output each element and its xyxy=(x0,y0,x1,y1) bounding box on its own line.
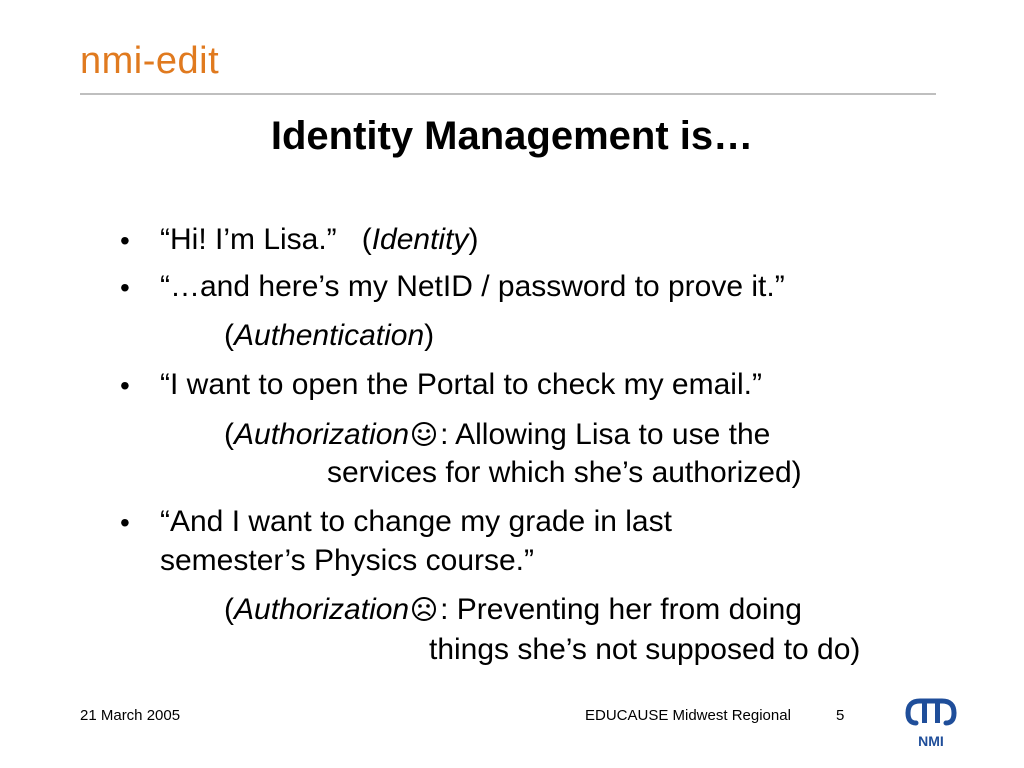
svg-text:NMI: NMI xyxy=(918,733,944,749)
annotation-authorization-deny: (Authorization : Preventing her from doing xyxy=(224,592,802,631)
annotation-authorization-allow-cont: services for which she’s authorized) xyxy=(327,456,802,489)
term-authorization: Authorization xyxy=(234,418,410,451)
bullet-item-portal: “I want to open the Portal to check my email.” xyxy=(160,368,762,401)
annotation-authorization-deny-cont: things she’s not supposed to do) xyxy=(429,633,861,666)
nmi-logo xyxy=(902,693,960,756)
smiling-face-icon xyxy=(411,420,437,456)
term-authorization-deny: Authorization xyxy=(234,593,410,626)
bullet-item-grade: “And I want to change my grade in last xyxy=(160,505,672,538)
footer-conference: EDUCAUSE Midwest Regional xyxy=(585,707,791,724)
bullet-item-grade-cont: semester’s Physics course.” xyxy=(160,544,535,577)
footer-date: 21 March 2005 xyxy=(80,707,181,724)
bullet-3: • xyxy=(120,370,130,401)
annotation-authorization-allow: (Authorization : Allowing Lisa to use the xyxy=(224,417,770,456)
bullet-item-identity: “Hi! I’m Lisa.” (Identity) xyxy=(160,223,479,256)
slide-title: Identity Management is… xyxy=(270,114,754,158)
annotation-authentication: (Authentication) xyxy=(224,319,435,352)
brand-wordmark: nmi-edit xyxy=(80,40,220,82)
footer-page-number: 5 xyxy=(836,707,845,724)
bullet-item-password: “…and here’s my NetID / password to prove it.” xyxy=(160,270,785,303)
bullet-1: • xyxy=(120,225,130,256)
term-authentication: Authentication xyxy=(234,319,425,352)
bullet-2: • xyxy=(120,272,130,303)
term-identity: Identity xyxy=(371,223,469,256)
bullet-4: • xyxy=(120,507,130,538)
frowning-face-icon xyxy=(411,595,437,631)
